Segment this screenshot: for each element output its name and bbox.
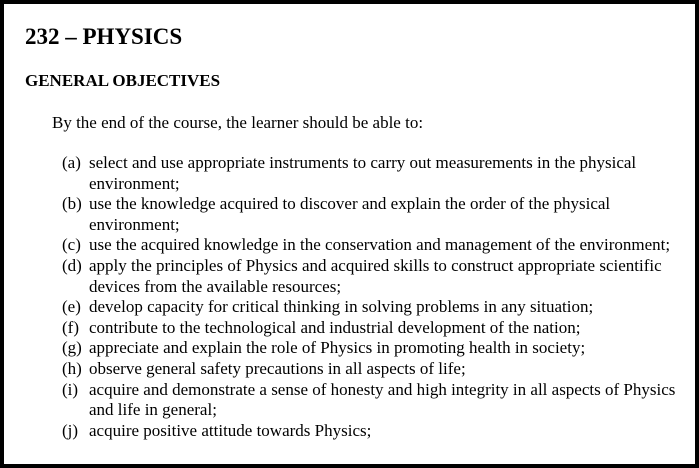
objective-marker: (g)	[62, 338, 82, 358]
objective-marker: (i)	[62, 379, 79, 399]
objective-text: develop capacity for critical thinking in solving problems in any situation;	[89, 297, 594, 317]
section-heading: GENERAL OBJECTIVES	[25, 71, 221, 90]
objective-item	[62, 194, 682, 235]
objective-item	[62, 297, 682, 318]
objective-text: use the acquired knowledge in the conservation and management of the environment;	[89, 235, 671, 255]
objective-item	[62, 421, 682, 442]
objective-marker: (a)	[62, 153, 81, 172]
objectives-list	[62, 153, 682, 441]
page-title: 232 – PHYSICS	[25, 24, 183, 49]
objective-item	[62, 359, 682, 380]
objective-marker: (c)	[62, 235, 81, 255]
objective-text: observe general safety precautions in all aspects of life;	[89, 358, 466, 378]
objective-marker: (b)	[62, 194, 82, 214]
objective-text: acquire and demonstrate a sense of honesty and high integrity in all aspects of Physics and life in general;	[89, 379, 676, 420]
objective-text: use the knowledge acquired to discover and explain the order of the physical environment;	[89, 194, 611, 234]
intro-text: By the end of the course, the learner should be able to:	[52, 113, 424, 132]
objective-item	[62, 256, 682, 297]
objective-item	[62, 338, 682, 359]
objective-marker: (e)	[62, 297, 81, 317]
objective-text: select and use appropriate instruments to carry out measurements in the physical environment;	[89, 153, 637, 193]
objective-text: appreciate and explain the role of Physics in promoting health in society;	[89, 338, 586, 358]
objective-marker: (f)	[62, 317, 79, 337]
objective-item	[62, 318, 682, 339]
objective-marker: (h)	[62, 358, 82, 378]
objective-item	[62, 380, 682, 421]
objective-text: acquire positive attitude towards Physics;	[89, 420, 372, 440]
objective-marker: (d)	[62, 255, 82, 275]
document-page	[4, 4, 695, 464]
objective-item	[62, 153, 682, 194]
objective-text: apply the principles of Physics and acquired skills to construct appropriate scientific devices from the available resources;	[89, 255, 662, 296]
objective-marker: (j)	[62, 420, 79, 440]
objective-item	[62, 235, 682, 256]
objective-text: contribute to the technological and industrial development of the nation;	[89, 317, 581, 337]
